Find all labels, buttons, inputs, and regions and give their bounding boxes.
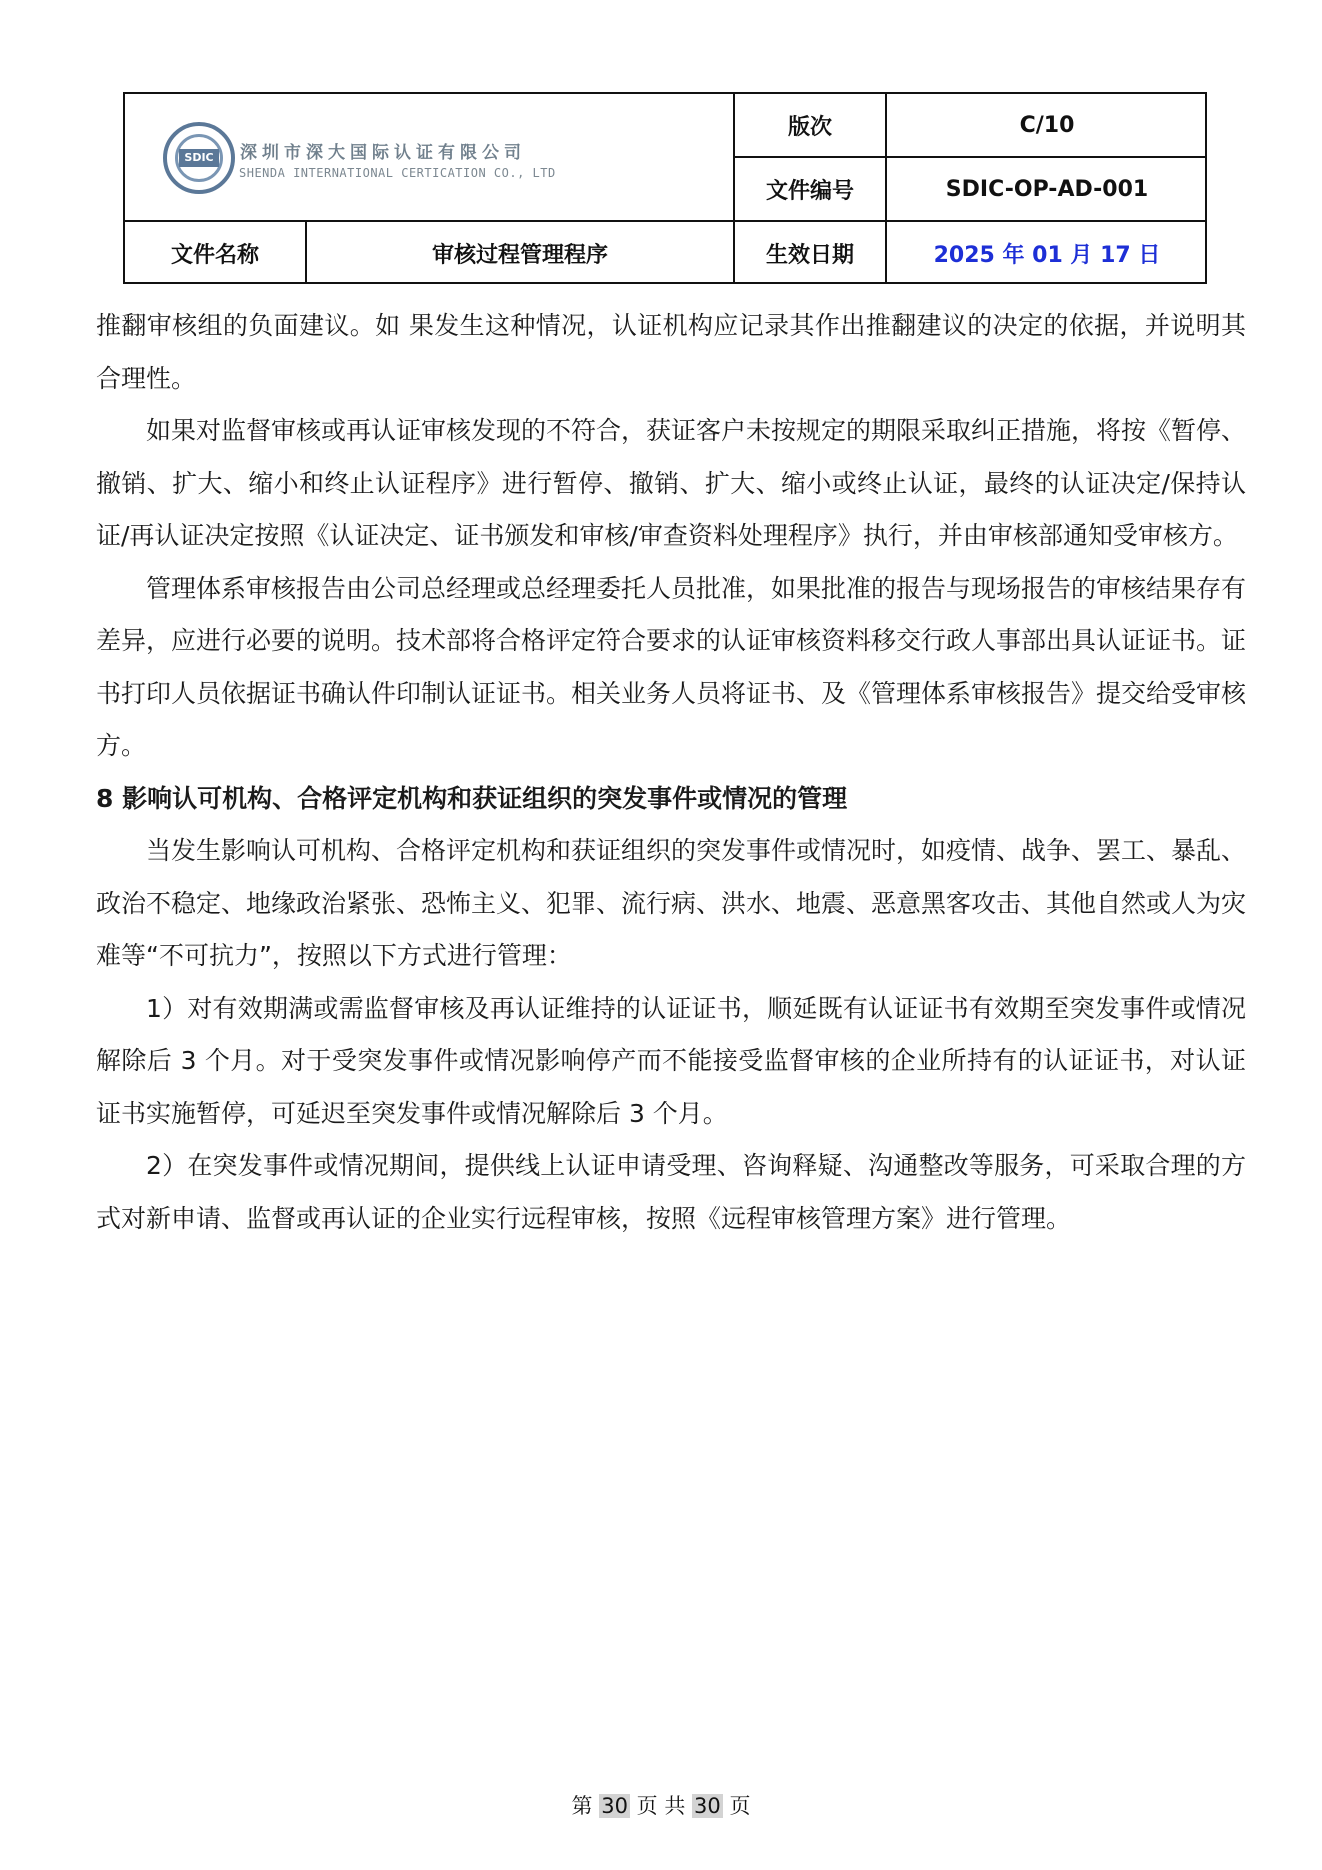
document-header-table <box>123 92 1207 284</box>
effective-date-label: 生效日期 <box>765 242 854 268</box>
paragraph: 如果对监督审核或再认证审核发现的不符合，获证客户未按规定的期限采取纠正措施，将按《暂停、撤销、扩大、缩小和终止认证程序》进行暂停、撤销、扩大、缩小或终止认证，最终的认证决定/保持认证/再认证决定按照《认证决定、证书颁发和审核/审查资料处理程序》执行，并由审核部通知受审核方。 <box>96 416 1247 550</box>
paragraph: 推翻审核组的负面建议。如 果发生这种情况，认证机构应记录其作出推翻建议的决定的依据，并说明其合理性。 <box>96 311 1246 393</box>
doc-number-label: 文件编号 <box>765 178 854 204</box>
logo-mark: SDIC <box>179 149 219 167</box>
total-page-count: 30 <box>694 1794 721 1818</box>
current-page-number: 30 <box>601 1794 628 1818</box>
page-footer <box>0 1790 1322 1820</box>
doc-name-label: 文件名称 <box>170 242 259 268</box>
footer-suffix: 页 <box>729 1794 751 1818</box>
footer-middle: 页 共 <box>636 1794 686 1818</box>
section-heading: 8 影响认可机构、合格评定机构和获证组织的突发事件或情况的管理 <box>96 783 848 813</box>
paragraph: 管理体系审核报告由公司总经理或总经理委托人员批准，如果批准的报告与现场报告的审核结果存有差异，应进行必要的说明。技术部将合格评定符合要求的认证审核资料移交行政人事部出具认证证书。证书打印人员依据证书确认件印制认证证书。相关业务人员将证书、及《管理体系审核报告》提交给受审核方。 <box>96 573 1247 760</box>
list-item: 2）在突发事件或情况期间，提供线上认证申请受理、咨询释疑、沟通整改等服务，可采取合理的方式对新申请、监督或再认证的企业实行远程审核，按照《远程审核管理方案》进行管理。 <box>96 1151 1246 1233</box>
company-name-cn: 深圳市深大国际认证有限公司 <box>240 143 526 163</box>
version-value: C/10 <box>1019 112 1075 138</box>
company-logo-block <box>125 94 733 222</box>
company-name-en: SHENDA INTERNATIONAL CERTICATION CO., LTD <box>239 166 556 180</box>
version-label: 版次 <box>787 114 832 140</box>
footer-prefix: 第 <box>571 1794 593 1818</box>
doc-name-value: 审核过程管理程序 <box>431 242 608 268</box>
paragraph: 当发生影响认可机构、合格评定机构和获证组织的突发事件或情况时，如疫情、战争、罢工、暴乱、政治不稳定、地缘政治紧张、恐怖主义、犯罪、流行病、洪水、地震、恶意黑客攻击、其他自然或人为灾难等“不可抗力”，按照以下方式进行管理： <box>96 836 1247 970</box>
document-body <box>96 300 1246 1245</box>
effective-date-value: 2025 年 01 月 17 日 <box>933 242 1161 268</box>
list-item: 1）对有效期满或需监督审核及再认证维持的认证证书，顺延既有认证证书有效期至突发事件或情况解除后 3 个月。对于受突发事件或情况影响停产而不能接受监督审核的企业所持有的认证证书，对认证证书实施暂停，可延迟至突发事件或情况解除后 3 个月。 <box>96 993 1246 1128</box>
doc-number-value: SDIC-OP-AD-001 <box>945 176 1149 202</box>
